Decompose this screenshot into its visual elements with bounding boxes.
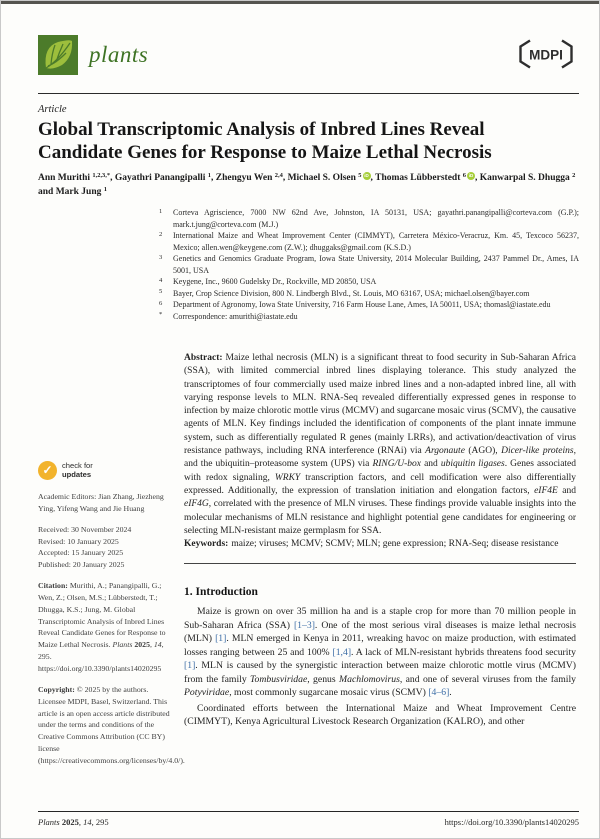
article-date-row: Received: 30 November 2024 xyxy=(38,524,132,534)
affiliation-text: Department of Agronomy, Iowa State University, 716 Farm House Lane, Ames, IA 50011, USA; thomasl@iastate.edu xyxy=(173,300,551,310)
intro-paragraph-1: Maize is grown on over 35 million ha and is a staple crop for more than 70 million people in Sub-Saharan Africa (SSA) [1–3]. One of the most serious viral diseases is maize lethal necrosis (MLN) [1]. MLN emerged in Kenya in 2011, wreaking havoc on maize production, with estimated losses ranging between 25 and 100% [1,4]. A lack of MLN-resistant hybrids threatens food security [1]. MLN is caused by the synergistic interaction between maize chlorotic mottle virus (MCMV) from the family Tombusviridae, genus Machlomovirus, and one of several viruses from the family Potyviridae, most commonly sugarcane mosaic virus (SCMV) [4–6]. xyxy=(184,606,577,699)
affiliation-marker: 4 xyxy=(159,276,163,284)
abstract-text: Maize lethal necrosis (MLN) is a significant threat to food security in Sub-Saharan Africa (SSA), with limited commercial inbred lines displaying tolerance. This study analyzed the transcriptomes of four commercially used maize inbred lines and a non-adapted inbred line, all with varying response levels to MLN. RNA-Seq revealed differentially expressed genes in response to infection by maize chlorotic mottle virus (MCMV) and sugarcane mosaic virus (SCMV), the causative agents of MLN. Key findings included the identification of components of the plant innate immune system, such as differentially regulated R genes (mainly LRRs), and activation/deactivation of virus resistance pathways, including RNA interference (RNAi) via Argonaute (AGO), Dicer-like proteins, and the ubiquitin–proteasome system (UPS) via RING/U-box and ubiquitin ligases. Genes associated with redox signaling, WRKY transcription factors, and cell modification were also differentially expressed. Additionally, the expression of translation initiation and elongation factors, eIF4E and eIF4G, correlated with the presence of MLN viruses. These findings provide valuable insights into the molecular mechanisms of MLN resistance and highlight potential gene candidates for engineering or selecting MLN-resistant maize germplasm for SSA. xyxy=(184,353,577,536)
affiliation-text: Bayer, Crop Science Division, 800 N. Lindbergh Blvd., St. Louis, MO 63167, USA; michael.olsen@bayer.com xyxy=(173,288,530,298)
mdpi-logo[interactable] xyxy=(517,39,575,74)
affiliation-row xyxy=(159,299,579,311)
check-for-updates-button[interactable] xyxy=(38,461,170,480)
affiliation-marker: 2 xyxy=(159,230,163,238)
article-type-label: Article xyxy=(38,104,67,115)
abstract-paragraph xyxy=(184,352,576,538)
affiliation-text: Keygene, Inc., 9600 Gudelsky Dr., Rockville, MD 20850, USA xyxy=(173,277,377,287)
mdpi-logo-text: MDPI xyxy=(529,47,563,63)
footer-divider xyxy=(38,811,579,812)
footer-doi-link[interactable]: https://doi.org/10.3390/plants14020295 xyxy=(444,817,579,827)
affiliation-marker: 6 xyxy=(159,299,163,307)
keywords-text: maize; viruses; MCMV; SCMV; MLN; gene expression; RNA-Seq; disease resistance xyxy=(231,539,559,550)
article-dates xyxy=(38,524,170,571)
check-icon: ✓ xyxy=(38,461,57,480)
section-heading-introduction: 1. Introduction xyxy=(184,586,258,599)
affiliation-marker: 1 xyxy=(159,207,163,215)
page-footer xyxy=(38,817,579,827)
article-date-row: Revised: 10 January 2025 xyxy=(38,536,119,546)
copyright-block: Copyright: © 2025 by the authors. Licensee MDPI, Basel, Switzerland. This article is an open access article distributed under the terms and conditions of the Creative Commons Attribution (CC BY) license (https://creativecommons.org/licenses/by/4.0/). xyxy=(38,684,185,765)
article-date-row: Accepted: 15 January 2025 xyxy=(38,548,124,558)
article-date-row: Published: 20 January 2025 xyxy=(38,560,125,570)
plants-leaf-icon xyxy=(38,35,78,75)
citation-block: Citation: Murithi, A.; Panangipalli, G.; Wen, Z.; Olsen, M.S.; Lübberstedt, T.; Dhugga, K.S.; Jung, M. Global Transcriptomic Analysis of Inbred Lines Reveal Candidate Genes for Response to Maize Lethal Necrosis. Plants 2025, 14, 295. https://doi.org/10.3390/plants14020295 xyxy=(38,581,166,673)
affiliation-row xyxy=(159,311,579,323)
check-for-updates-label: check for updates xyxy=(62,460,93,479)
keywords-paragraph xyxy=(184,538,576,551)
affiliation-text: Corteva Agriscience, 7000 NW 62nd Ave, Johnston, IA 50131, USA; gayathri.panangipalli@corteva.com (G.P.); mark.t.jung@corteva.com (M.J.) xyxy=(173,208,579,229)
journal-name: plants xyxy=(89,42,149,67)
affiliation-row xyxy=(159,288,579,300)
affiliation-row xyxy=(159,207,579,230)
abstract-label: Abstract: xyxy=(184,353,223,363)
affiliation-row xyxy=(159,276,579,288)
affiliation-marker: * xyxy=(159,311,163,319)
author-list: Ann Murithi $^{1,2,3,*}$, Gayathri Panangipalli $^1$, Zhengyu Wen $^{2,4}$, Michael S. Olsen $^5$ iD , Thomas Lübberstedt $^6$ iD , Kanwarpal S. Dhugga $^2$ and Mark Jung $^1$ xyxy=(38,172,576,198)
footer-journal-citation: Plants 2025, 14, 295 xyxy=(38,817,109,827)
journal-logo[interactable] xyxy=(38,35,148,75)
page-title: Global Transcriptomic Analysis of Inbred Lines Reveal Candidate Genes for Response to Maize Lethal Necrosis xyxy=(38,119,492,164)
intro-paragraph-2: Coordinated efforts between the International Maize and Wheat Improvement Centre (CIMMYT), Kenya Agricultural Livestock Research Organization (KALRO), and other xyxy=(184,702,576,728)
keywords-divider xyxy=(184,563,576,564)
affiliation-list xyxy=(159,207,579,322)
window-top-edge xyxy=(1,1,599,4)
article-meta-sidebar xyxy=(38,460,185,776)
academic-editors: Academic Editors: Jian Zhang, Jiezheng Ying, Yifeng Wang and Jie Huang xyxy=(38,492,164,513)
affiliation-marker: 5 xyxy=(159,288,163,296)
keywords-label: Keywords: xyxy=(184,539,229,550)
affiliation-text: Correspondence: amurithi@iastate.edu xyxy=(173,311,298,321)
affiliation-text: International Maize and Wheat Improvement Center (CIMMYT), Carretera México-Veracruz, Km. 45, Texcoco 56237, Mexico; allen.wen@keygene.com (Z.W.); dhuggaks@gmail.com (K.S.D.) xyxy=(173,231,579,252)
affiliation-row xyxy=(159,253,579,276)
affiliation-marker: 3 xyxy=(159,253,163,261)
affiliation-text: Genetics and Genomics Graduate Program, Iowa State University, 2014 Molecular Building, 2437 Pammel Dr., Ames, IA 5001, USA xyxy=(173,254,579,275)
header-divider xyxy=(38,93,579,94)
main-column xyxy=(184,352,576,739)
affiliation-row xyxy=(159,230,579,253)
